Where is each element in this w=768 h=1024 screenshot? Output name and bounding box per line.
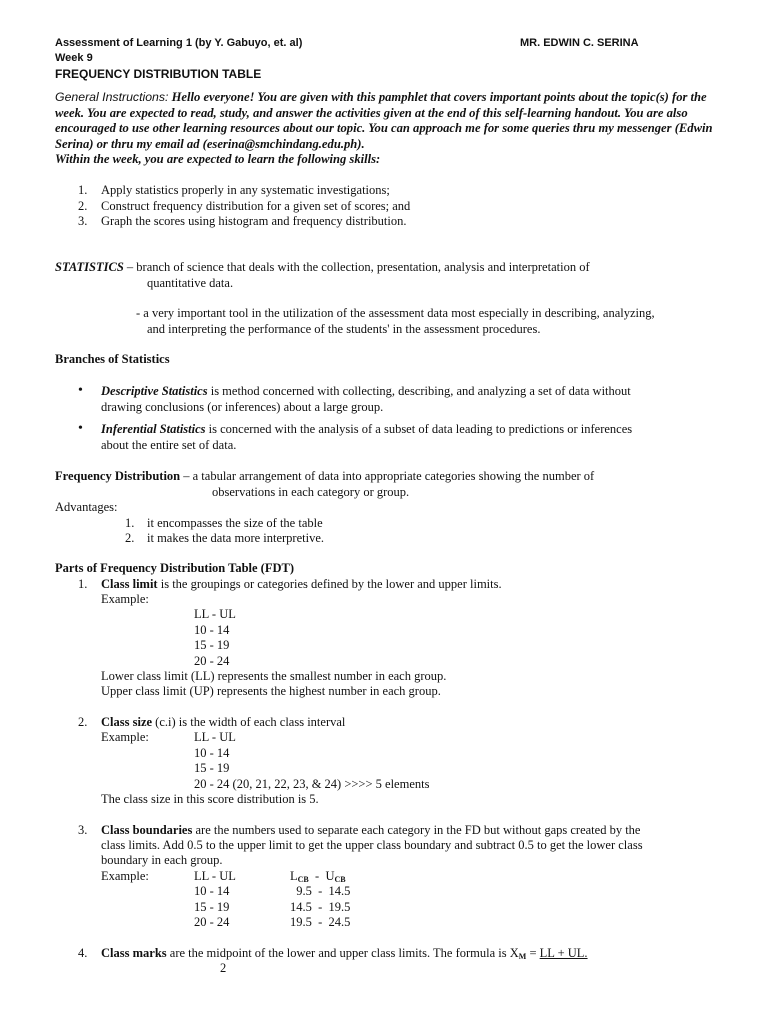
advantage-text-2: it makes the data more interpretive.	[147, 531, 325, 545]
part3-text-c: boundary in each group.	[101, 853, 223, 867]
frequency-def-b: observations in each category or group.	[212, 485, 410, 499]
part3-line-a	[101, 823, 640, 839]
inferential-line-a	[101, 422, 632, 438]
parts-heading: Parts of Frequency Distribution Table (FDT)	[55, 561, 295, 575]
part3-example: Example:	[101, 869, 149, 883]
inferential-term: Inferential Statistics	[101, 422, 206, 436]
statistics-term: STATISTICS	[55, 260, 124, 274]
boundary-head-u-sub: CB	[334, 875, 346, 884]
part4-line	[101, 946, 588, 965]
part1-row-0: LL - UL	[194, 607, 236, 621]
statistics-def1b: quantitative data.	[147, 276, 234, 290]
teacher-name: MR. EDWIN C. SERINA	[520, 37, 639, 49]
skill-num-2: 2.	[78, 199, 88, 213]
week-label: Week 9	[55, 52, 93, 64]
part1-note2: Upper class limit (UP) represents the highest number in each group.	[101, 684, 441, 698]
frequency-def-a: – a tabular arrangement of data into appropriate categories showing the number of	[180, 469, 595, 483]
part3-limit-1: 10 - 14	[194, 884, 230, 898]
statistics-def1a: – branch of science that deals with the collection, presentation, analysis and interpretation of	[123, 260, 590, 274]
part2-text: (c.i) is the width of each class interval	[152, 715, 346, 729]
part1-row-1: 10 - 14	[194, 623, 230, 637]
descriptive-text-a: is method concerned with collecting, describing, and analyzing a set of data without	[207, 384, 631, 398]
advantages-label: Advantages:	[55, 500, 118, 514]
inferential-text-b: about the entire set of data.	[101, 438, 237, 452]
statistics-definition	[55, 260, 590, 276]
skill-num-3: 3.	[78, 214, 88, 228]
part2-row-2: 15 - 19	[194, 761, 230, 775]
advantage-num-1: 1.	[125, 516, 135, 530]
skills-intro: Within the week, you are expected to learn the following skills:	[55, 152, 381, 166]
descriptive-term: Descriptive Statistics	[101, 384, 208, 398]
instructions-lead: General Instructions:	[55, 90, 169, 104]
descriptive-line-a	[101, 384, 631, 400]
part3-limit-2: 15 - 19	[194, 900, 230, 914]
part3-num: 3.	[78, 823, 88, 837]
statistics-def2a: - a very important tool in the utilization of the assessment data most especially in describing, analyzing,	[136, 306, 655, 320]
boundary-head-l: L	[290, 869, 298, 883]
part2-example: Example:	[101, 730, 149, 744]
part3-text-a: are the numbers used to separate each category in the FD but without gaps created by the	[192, 823, 641, 837]
part2-row-3: 20 - 24 (20, 21, 22, 23, & 24) >>>> 5 elements	[194, 777, 430, 791]
part1-row-2: 15 - 19	[194, 638, 230, 652]
part3-limit-3: 20 - 24	[194, 915, 230, 929]
part4-eq: =	[526, 946, 540, 960]
part2-line	[101, 715, 345, 731]
instructions-text: Hello everyone! You are given with this pamphlet that covers important points about the topic(s) for the week. You are expected to read, study, and answer the activities given at the end of this self-learning handout. You are also encouraged to use other learning resources about our topic. You can approach me for some queries thru my messenger (Edwin Serina) or thru my email ad (eserina@smchindang.edu.ph).	[55, 90, 713, 151]
part4-num: 4.	[78, 946, 88, 960]
skill-text-1: Apply statistics properly in any systematic investigations;	[101, 183, 390, 197]
part3-text-b: class limits. Add 0.5 to the upper limit to get the upper class boundary and subtract 0.5 to get the lower class	[101, 838, 643, 852]
part1-example: Example:	[101, 592, 149, 606]
statistics-def2b: and interpreting the performance of the students' in the assessment procedures.	[147, 322, 541, 336]
part2-note: The class size in this score distribution is 5.	[101, 792, 319, 806]
part4-text: are the midpoint of the lower and upper class limits. The formula is X	[166, 946, 519, 960]
part2-row-0: LL - UL	[194, 730, 236, 744]
skill-num-1: 1.	[78, 183, 88, 197]
part2-row-1: 10 - 14	[194, 746, 230, 760]
advantage-num-2: 2.	[125, 531, 135, 545]
boundary-head-u: U	[325, 869, 335, 883]
boundary-head-dash: -	[308, 869, 326, 883]
advantage-text-1: it encompasses the size of the table	[147, 516, 323, 530]
frequency-definition	[55, 469, 594, 485]
branches-heading: Branches of Statistics	[55, 352, 170, 366]
part1-line	[101, 577, 502, 593]
boundary-row-0: 9.5 - 14.5	[290, 884, 351, 898]
page-title: FREQUENCY DISTRIBUTION TABLE	[55, 67, 262, 81]
part4-sub: M	[518, 952, 527, 961]
course-title: Assessment of Learning 1 (by Y. Gabuyo, et. al)	[55, 37, 303, 49]
skill-text-3: Graph the scores using histogram and frequency distribution.	[101, 214, 407, 228]
part1-num: 1.	[78, 577, 88, 591]
part2-num: 2.	[78, 715, 88, 729]
part4-term: Class marks	[101, 946, 167, 960]
bullet-inferential: •	[78, 421, 83, 436]
descriptive-text-b: drawing conclusions (or inferences) about a large group.	[101, 400, 384, 414]
part1-note1: Lower class limit (LL) represents the smallest number in each group.	[101, 669, 447, 683]
part1-row-3: 20 - 24	[194, 654, 230, 668]
boundary-head-l-sub: CB	[297, 875, 309, 884]
part3-limit-0: LL - UL	[194, 869, 236, 883]
part1-text: is the groupings or categories defined by the lower and upper limits.	[157, 577, 502, 591]
general-instructions	[55, 90, 735, 168]
boundary-row-2: 19.5 - 24.5	[290, 915, 351, 929]
part4-denominator: 2	[220, 961, 227, 975]
inferential-text-a: is concerned with the analysis of a subset of data leading to predictions or inferences	[205, 422, 633, 436]
frequency-term: Frequency Distribution	[55, 469, 181, 483]
bullet-descriptive: •	[78, 383, 83, 398]
skill-text-2: Construct frequency distribution for a given set of scores; and	[101, 199, 411, 213]
part1-term: Class limit	[101, 577, 158, 591]
part4-formula: LL + UL.	[539, 946, 588, 960]
part3-term: Class boundaries	[101, 823, 193, 837]
boundary-row-1: 14.5 - 19.5	[290, 900, 351, 914]
part2-term: Class size	[101, 715, 153, 729]
